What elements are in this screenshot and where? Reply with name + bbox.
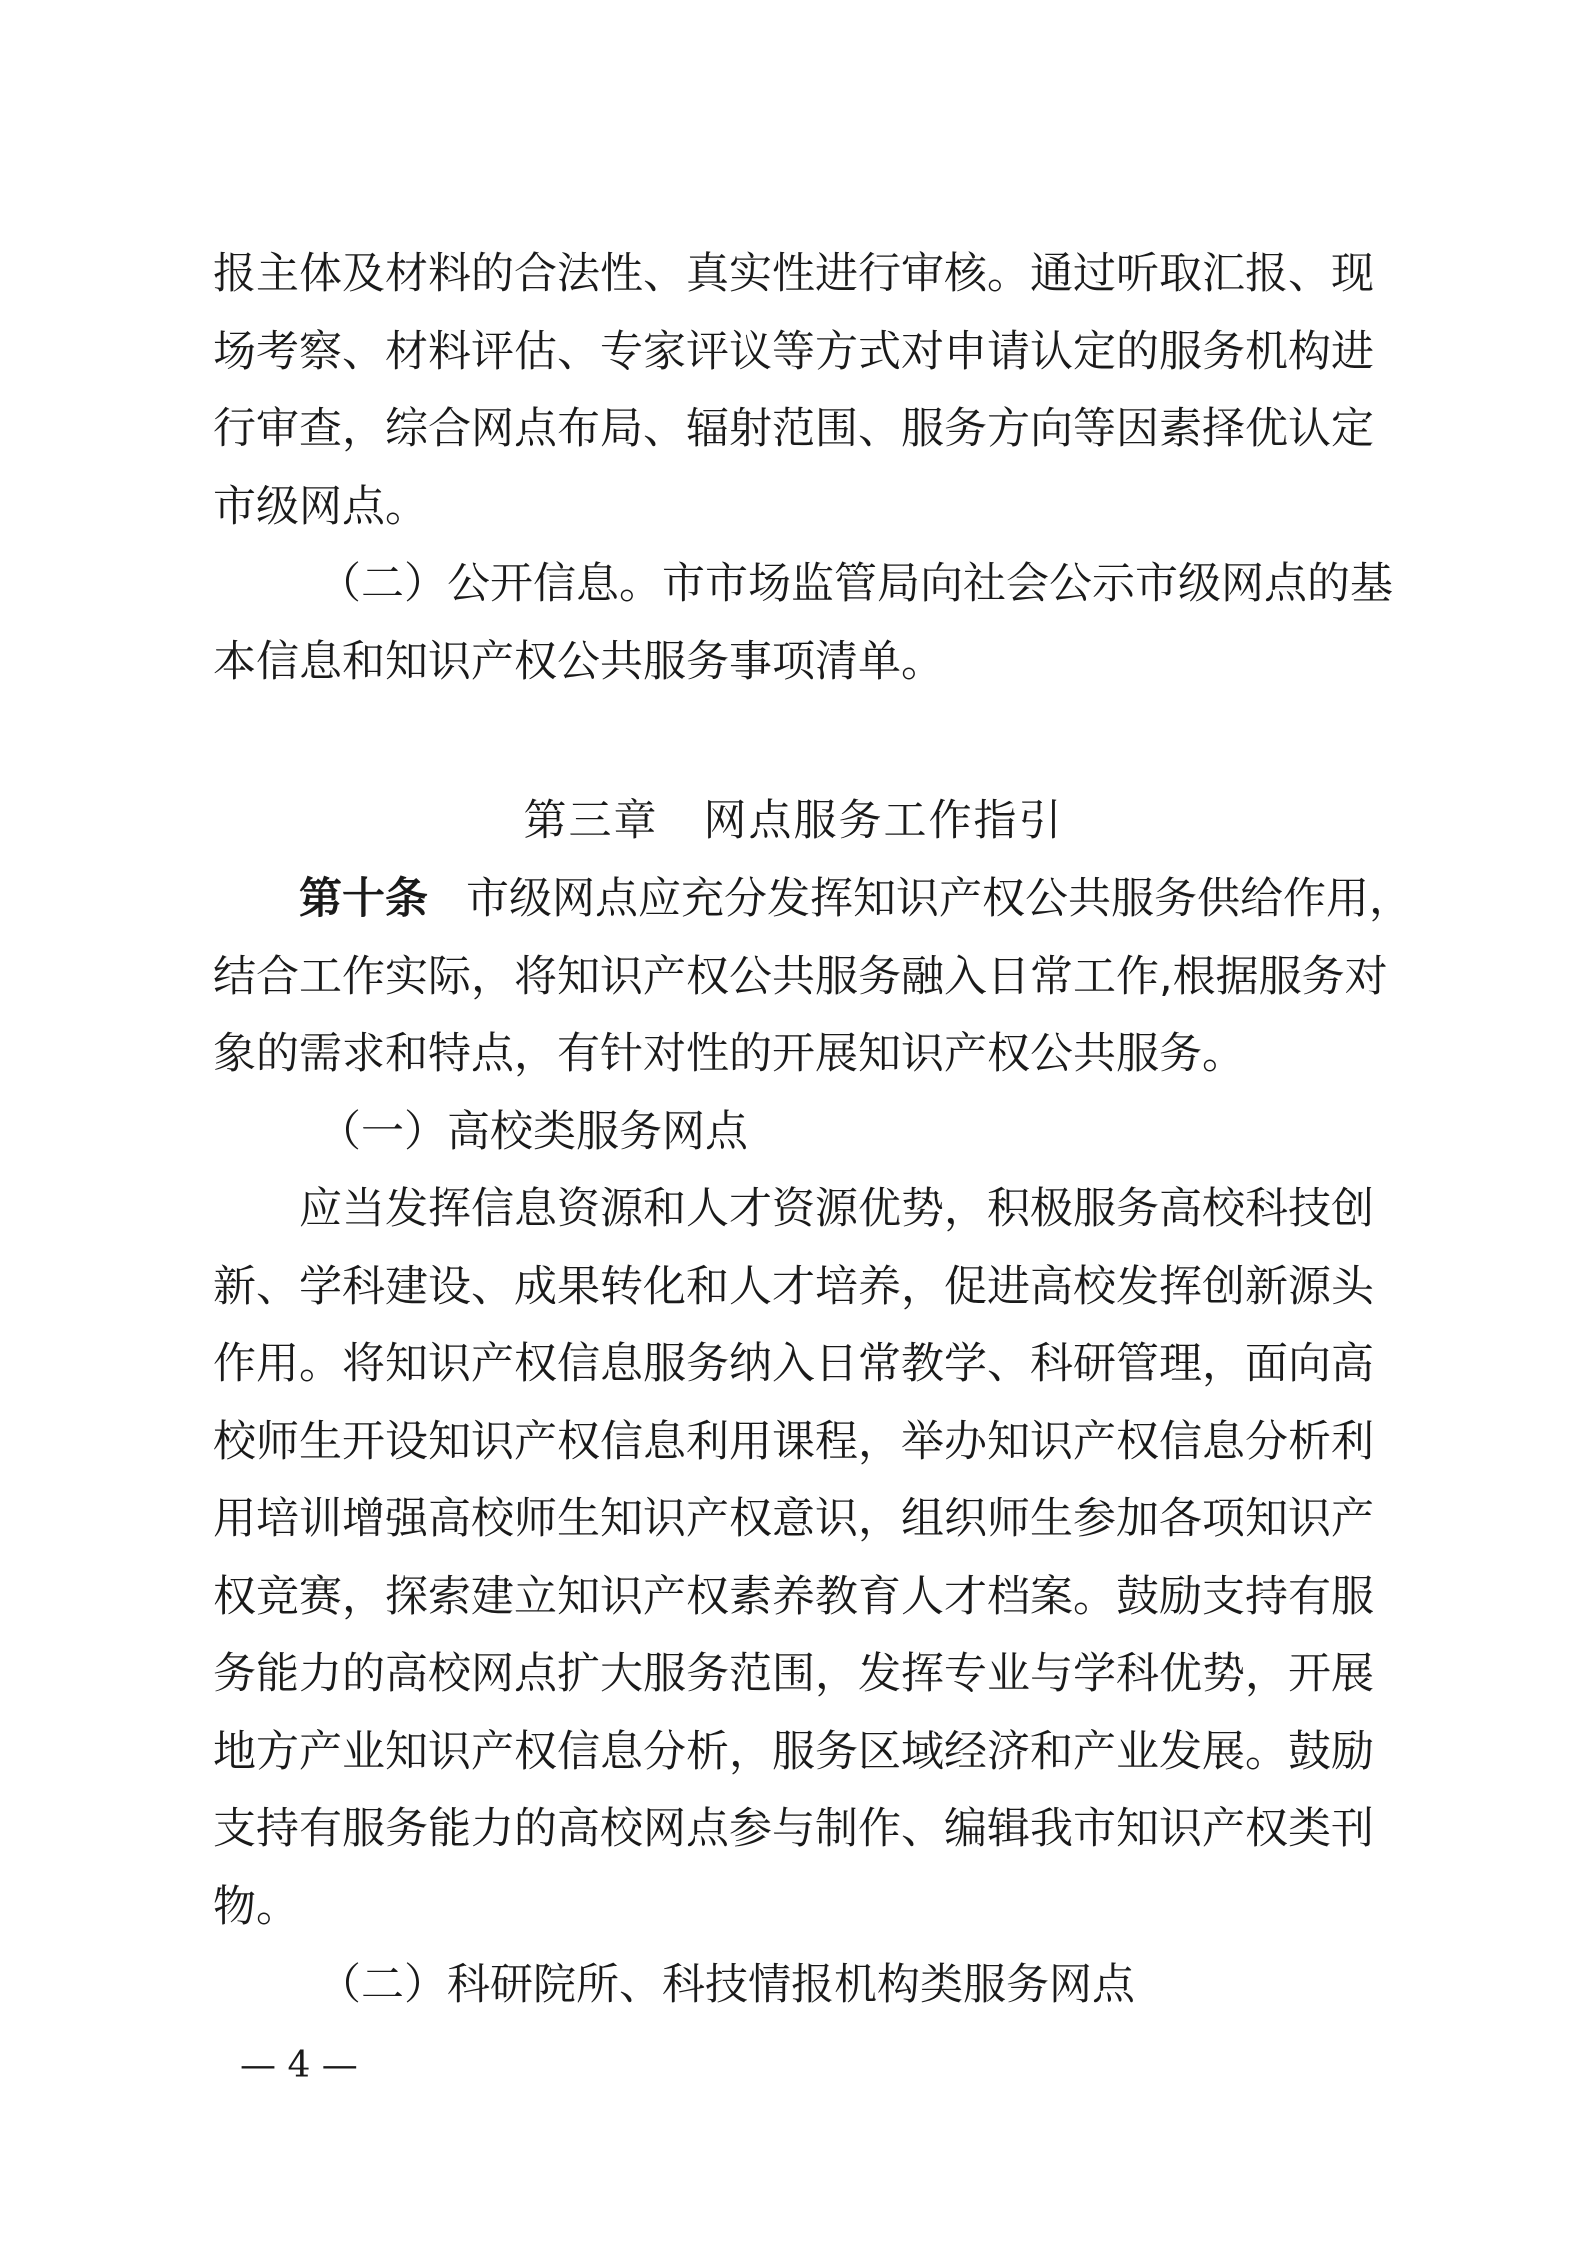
paragraph-line: 作用。将知识产权信息服务纳入日常教学、科研管理，面向高 — [213, 1339, 1374, 1389]
section-one-body — [213, 1171, 1383, 1946]
section-two-heading-block — [213, 1947, 1383, 2025]
paragraph-line: 象的需求和特点，有针对性的开展知识产权公共服务。 — [213, 1029, 1245, 1079]
paragraph-line: 行审查，综合网点布局、辐射范围、服务方向等因素择优认定 — [213, 404, 1374, 454]
chapter-title: 第三章 网点服务工作指引 — [523, 796, 1064, 846]
disclosure-paragraph — [213, 546, 1393, 701]
paragraph-line: 报主体及材料的合法性、真实性进行审核。通过听取汇报、现 — [213, 249, 1374, 299]
paragraph-line: 支持有服务能力的高校网点参与制作、编辑我市知识产权类刊 — [213, 1804, 1374, 1854]
paragraph-line: 结合工作实际，将知识产权公共服务融入日常工作,根据服务对 — [213, 951, 1388, 1002]
section-heading: （二）科研院所、科技情报机构类服务网点 — [318, 1960, 1135, 2010]
review-paragraph — [213, 236, 1383, 546]
article-ten — [213, 861, 1412, 1094]
page-number: — 4 — — [240, 2045, 358, 2086]
paragraph-line: 市级网点。 — [213, 481, 428, 532]
paragraph-line: 务能力的高校网点扩大服务范围，发挥专业与学科优势，开展 — [213, 1649, 1374, 1699]
article-label: 第十条 — [299, 874, 428, 924]
paragraph-line: 应当发挥信息资源和人才资源优势，积极服务高校科技创 — [299, 1184, 1374, 1234]
paragraph-line: 新、学科建设、成果转化和人才培养，促进高校发挥创新源头 — [213, 1261, 1374, 1312]
paragraph-line: 用培训增强高校师生知识产权意识，组织师生参加各项知识产 — [213, 1494, 1374, 1544]
paragraph-line: 校师生开设知识产权信息利用课程，举办知识产权信息分析利 — [213, 1416, 1374, 1467]
paragraph-line: 场考察、材料评估、专家评议等方式对申请认定的服务机构进 — [213, 326, 1374, 377]
paragraph-line: 物。 — [213, 1881, 299, 1932]
paragraph-line: 本信息和知识产权公共服务事项清单。 — [213, 636, 944, 687]
paragraph-line: 权竞赛，探索建立知识产权素养教育人才档案。鼓励支持有服 — [213, 1571, 1374, 1622]
article-text: 市级网点应充分发挥知识产权公共服务供给作用， — [466, 874, 1412, 924]
section-heading: （一）高校类服务网点 — [318, 1107, 748, 1157]
paragraph-line: （二）公开信息。市市场监管局向社会公示市级网点的基 — [318, 559, 1393, 609]
section-one-heading-block — [213, 1094, 1383, 1172]
paragraph-line: 地方产业知识产权信息分析，服务区域经济和产业发展。鼓励 — [213, 1726, 1374, 1777]
